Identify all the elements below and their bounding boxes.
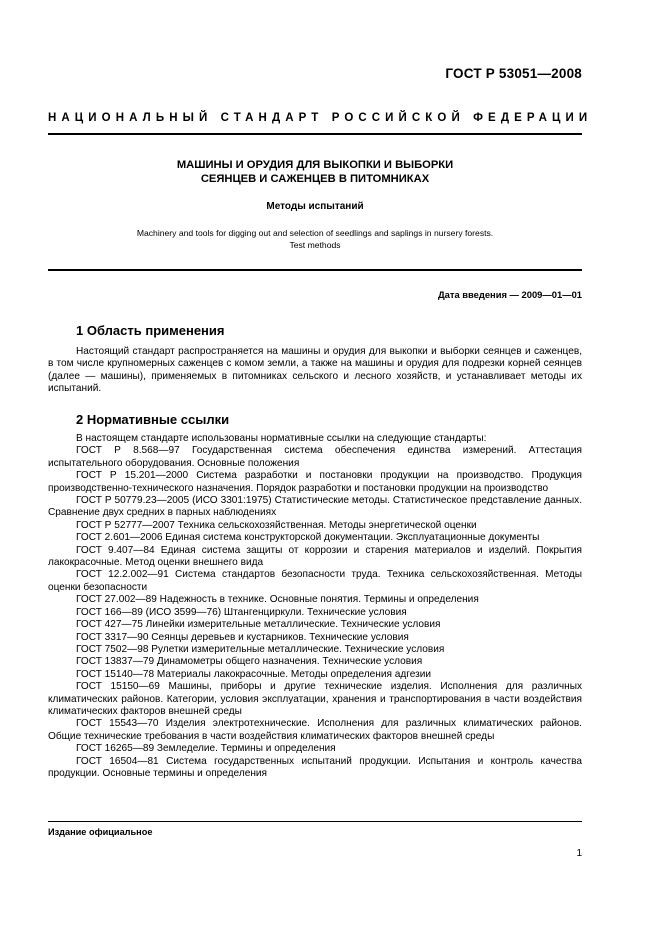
reference-item: ГОСТ 15140—78 Материалы лакокрасочные. Методы определения адгезии [76,668,432,680]
reference-item: ГОСТ 16504—81 Система государственных испытаний продукции. Испытания и контроль качества продукции. Основные термины и определения [48,755,582,779]
intro-date: Дата введения — 2009—01—01 [437,289,582,300]
title-line-2: СЕЯНЦЕВ И САЖЕНЦЕВ В ПИТОМНИКАХ [200,173,430,185]
english-title-line-2: Test methods [289,240,341,250]
title-rule [48,269,582,271]
section-1-title: 1 Область применения [76,323,225,338]
section-1-paragraph: Настоящий стандарт распространяется на машины и орудия для выкопки и выборки сеянцев и саженцев, в том числе крупномерных саженцев с комом земли, а также на машины и орудия для подрезки корней сеянцев (далее — машины), применяемых в питомниках сельского и лесного хозяйств, и устанавливает методы их испытаний. [48,346,582,395]
document-title [48,158,582,186]
reference-item: ГОСТ 16265—89 Земледелие. Термины и определения [76,743,336,755]
english-title [48,227,582,251]
reference-item: ГОСТ 12.2.002—91 Система стандартов безопасности труда. Техника сельскохозяйственная. Методы оценки безопасности [48,569,582,593]
document-number: ГОСТ Р 53051—2008 [445,66,582,81]
reference-item: ГОСТ 2.601—2006 Единая система конструкторской документации. Эксплуатационные документы [76,532,540,544]
section-2-body [48,433,582,780]
references-intro: В настоящем стандарте использованы нормативные ссылки на следующие стандарты: [76,433,487,444]
document-subtitle: Методы испытаний [266,201,364,212]
reference-item: ГОСТ 7502—98 Рулетки измерительные металлические. Технические условия [76,643,445,655]
title-line-1: МАШИНЫ И ОРУДИЯ ДЛЯ ВЫКОПКИ И ВЫБОРКИ [176,159,454,171]
english-title-line-1: Machinery and tools for digging out and selection of seedlings and saplings in nursery forests. [136,228,494,238]
reference-item: ГОСТ 166—89 (ИСО 3599—76) Штангенциркули. Технические условия [76,606,407,618]
section-2-title: 2 Нормативные ссылки [76,412,230,427]
section-1-body [48,346,582,396]
edition-label: Издание официальное [48,827,153,837]
header-rule [48,133,582,135]
reference-item: ГОСТ 9.407—84 Единая система защиты от коррозии и старения материалов и изделий. Покрытия лакокрасочные. Метод оценки внешнего вида [48,544,582,569]
reference-item: ГОСТ Р 52777—2007 Техника сельскохозяйственная. Методы энергетической оценки [76,519,477,531]
reference-item: ГОСТ 3317—90 Сеянцы деревьев и кустарников. Технические условия [76,631,409,643]
reference-item: ГОСТ 15150—69 Машины, приборы и другие технические изделия. Исполнения для различных климатических районов. Категории, условия эксплуатации, хранения и транспортирования в части воздействия климатических факторов внешней среды [48,681,582,717]
page-number: 1 [576,848,582,859]
reference-item: ГОСТ 15543—70 Изделия электротехнические. Исполнения для различных климатических районов. Общие технические требования в части воздействия климатических факторов внешней среды [48,718,582,742]
reference-item: ГОСТ 427—75 Линейки измерительные металлические. Технические условия [76,619,441,631]
reference-item: ГОСТ 27.002—89 Надежность в технике. Основные понятия. Термины и определения [76,594,479,606]
footer-rule [48,821,582,822]
national-standard-banner: НАЦИОНАЛЬНЫЙ СТАНДАРТ РОССИЙСКОЙ ФЕДЕРАЦИИ [48,112,593,124]
reference-item: ГОСТ Р 50779.23—2005 (ИСО 3301:1975) Статистические методы. Статистическое представление данных. Сравнение двух средних в парных наблюдениях [48,495,582,519]
reference-item: ГОСТ Р 8.568—97 Государственная система обеспечения единства измерений. Аттестация испытательного оборудования. Основные положения [48,445,582,469]
reference-item: ГОСТ 13837—79 Динамометры общего назначения. Технические условия [76,656,423,668]
reference-item: ГОСТ Р 15.201—2000 Система разработки и постановки продукции на производство. Продукция производственно-технического назначения. Порядок разработки и постановки продукции на производство [48,470,582,494]
